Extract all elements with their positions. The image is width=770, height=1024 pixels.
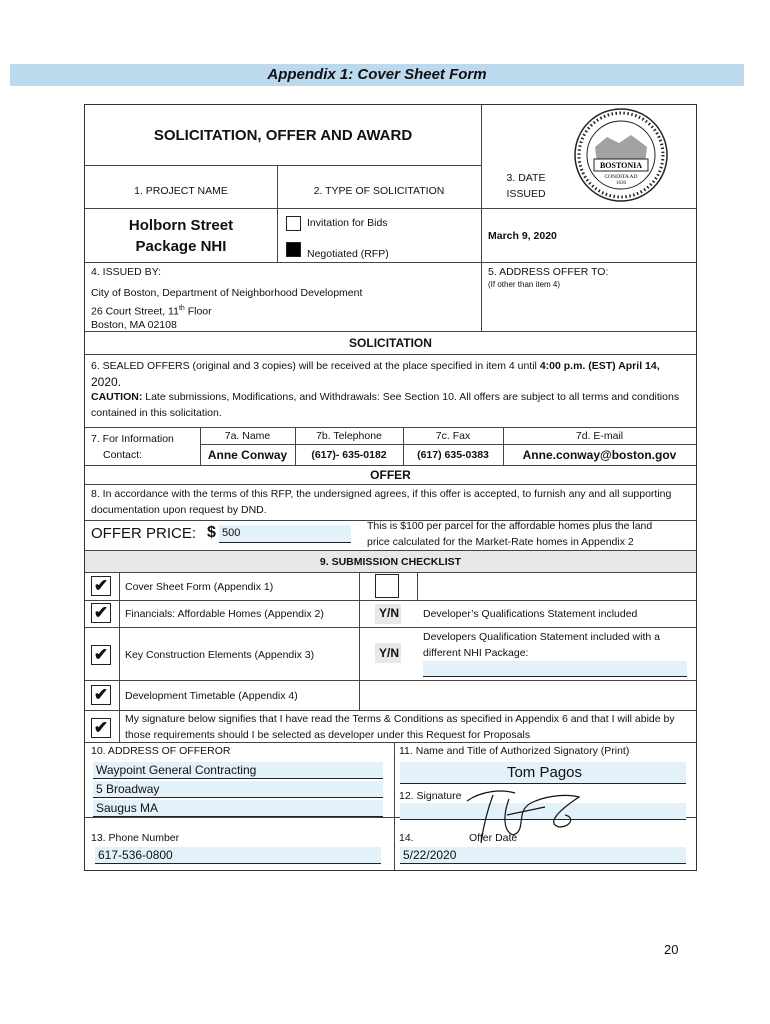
date-issued-label-2: ISSUED <box>506 188 546 200</box>
issued-by-line-2: 26 Court Street, 11th Floor <box>91 305 212 318</box>
checklist-empty-box[interactable] <box>375 574 399 598</box>
checklist-item-5: My signature below signifies that I have read the Terms & Conditions as specified in Appendix 6 and that I will abide by those requirements should I be selected as developer under this Request for Proposals <box>125 713 675 741</box>
offeror-address-line-2[interactable]: 5 Broadway <box>93 781 383 798</box>
offeror-address-line-3[interactable]: Saugus MA <box>93 800 383 817</box>
offer-price-label: OFFER PRICE: <box>91 525 197 542</box>
checklist-check-4[interactable]: ✔ <box>91 685 111 705</box>
date-issued-label-1: 3. DATE <box>506 172 546 184</box>
contact-fax: (617) 635-0383 <box>417 449 489 461</box>
seal-sub-2: 1630 <box>616 181 626 186</box>
offer-date-label: Offer Date <box>469 832 518 844</box>
signatory-name[interactable]: Tom Pagos <box>400 762 686 784</box>
solicitation-type-label: 2. TYPE OF SOLICITATION <box>313 185 445 197</box>
issued-by-line-1: City of Boston, Department of Neighborhood Development <box>91 287 363 299</box>
contact-fax-label: 7c. Fax <box>435 430 471 442</box>
checklist-item-1: Cover Sheet Form (Appendix 1) <box>125 581 274 593</box>
contact-telephone-label: 7b. Telephone <box>316 430 382 442</box>
project-name-label: 1. PROJECT NAME <box>134 185 228 197</box>
solicitation-heading: SOLICITATION <box>349 336 432 350</box>
offeror-address-label: 10. ADDRESS OF OFFEROR <box>91 745 231 757</box>
date-issued-value: March 9, 2020 <box>488 230 557 242</box>
contact-label-2: Contact: <box>103 449 143 461</box>
phone-label: 13. Phone Number <box>91 832 180 844</box>
signature-label: 12. Signature <box>399 790 462 802</box>
city-of-boston-seal <box>561 107 681 207</box>
yn-indicator-2[interactable]: Y/N <box>378 646 399 660</box>
negotiated-label: Negotiated (RFP) <box>307 248 389 260</box>
sealed-offers-text: 6. SEALED OFFERS (original and 3 copies) will be received at the place specified in item 4 until 4:00 p.m. (EST) April 14, 2020. <box>91 360 660 389</box>
checklist-check-2[interactable]: ✔ <box>91 603 111 623</box>
issued-by-line-3: Boston, MA 02108 <box>91 319 177 331</box>
seal-sub-1: CONDITA AD <box>604 174 638 180</box>
nhi-package-input[interactable] <box>423 661 687 677</box>
contact-name: Anne Conway <box>207 448 288 462</box>
checklist-check-5[interactable]: ✔ <box>91 718 111 738</box>
cover-sheet-form <box>84 104 697 871</box>
offer-price-note-2: price calculated for the Market-Rate homes in Appendix 2 <box>367 536 634 548</box>
contact-email-label: 7d. E-mail <box>575 430 624 442</box>
address-offer-note: (If other than item 4) <box>488 280 561 289</box>
seal-name: BOSTONIA <box>599 161 643 170</box>
checklist-item-4: Development Timetable (Appendix 4) <box>125 690 298 702</box>
checklist-heading: 9. SUBMISSION CHECKLIST <box>319 556 462 568</box>
offer-price-note-1: This is $100 per parcel for the affordable homes plus the land <box>367 520 653 532</box>
appendix-banner: Appendix 1: Cover Sheet Form <box>10 64 744 86</box>
negotiated-checkbox[interactable] <box>286 242 301 257</box>
offer-price-input[interactable]: 500 <box>219 525 351 543</box>
project-name-line-2: Package NHI <box>135 238 227 255</box>
developer-qualifications: Developer’s Qualifications Statement included <box>423 608 638 620</box>
checklist-item-2: Financials: Affordable Homes (Appendix 2) <box>125 608 324 620</box>
phone-number[interactable]: 617-536-0800 <box>95 847 381 864</box>
project-name-line-1: Holborn Street <box>128 217 234 234</box>
issued-by-label: 4. ISSUED BY: <box>91 266 162 278</box>
developer-qualifications-nhi: Developers Qualification Statement included with a different NHI Package: <box>423 631 660 659</box>
invitation-checkbox[interactable] <box>286 216 301 231</box>
contact-telephone: (617)- 635-0182 <box>311 449 387 461</box>
checklist-check-1[interactable]: ✔ <box>91 576 111 596</box>
checklist-check-3[interactable]: ✔ <box>91 645 111 665</box>
address-offer-label: 5. ADDRESS OFFER TO: <box>488 266 609 278</box>
currency-symbol: $ <box>207 524 216 541</box>
signatory-label: 11. Name and Title of Authorized Signatory (Print) <box>399 745 630 757</box>
offer-agreement-text: 8. In accordance with the terms of this RFP, the undersigned agrees, if this offer is accepted, to furnish any and all supporting documentation upon request by DND. <box>91 488 672 516</box>
form-title: SOLICITATION, OFFER AND AWARD <box>153 127 413 144</box>
checklist-item-3: Key Construction Elements (Appendix 3) <box>125 649 315 661</box>
page-number: 20 <box>664 942 679 957</box>
yn-indicator-1[interactable]: Y/N <box>378 606 399 620</box>
offeror-address-line-1[interactable]: Waypoint General Contracting <box>93 762 383 779</box>
offer-heading: OFFER <box>370 468 411 482</box>
caution-text: CAUTION: Late submissions, Modifications, and Withdrawals: See Section 10. All offers are subject to all terms and conditions contained in this solicitation. <box>91 391 680 419</box>
contact-name-label: 7a. Name <box>224 430 271 442</box>
invitation-label: Invitation for Bids <box>307 217 388 229</box>
contact-label-1: 7. For Information <box>91 433 174 445</box>
contact-email[interactable]: Anne.conway@boston.gov <box>522 448 677 462</box>
offer-date-number: 14. <box>399 832 414 844</box>
offer-date[interactable]: 5/22/2020 <box>400 847 686 864</box>
